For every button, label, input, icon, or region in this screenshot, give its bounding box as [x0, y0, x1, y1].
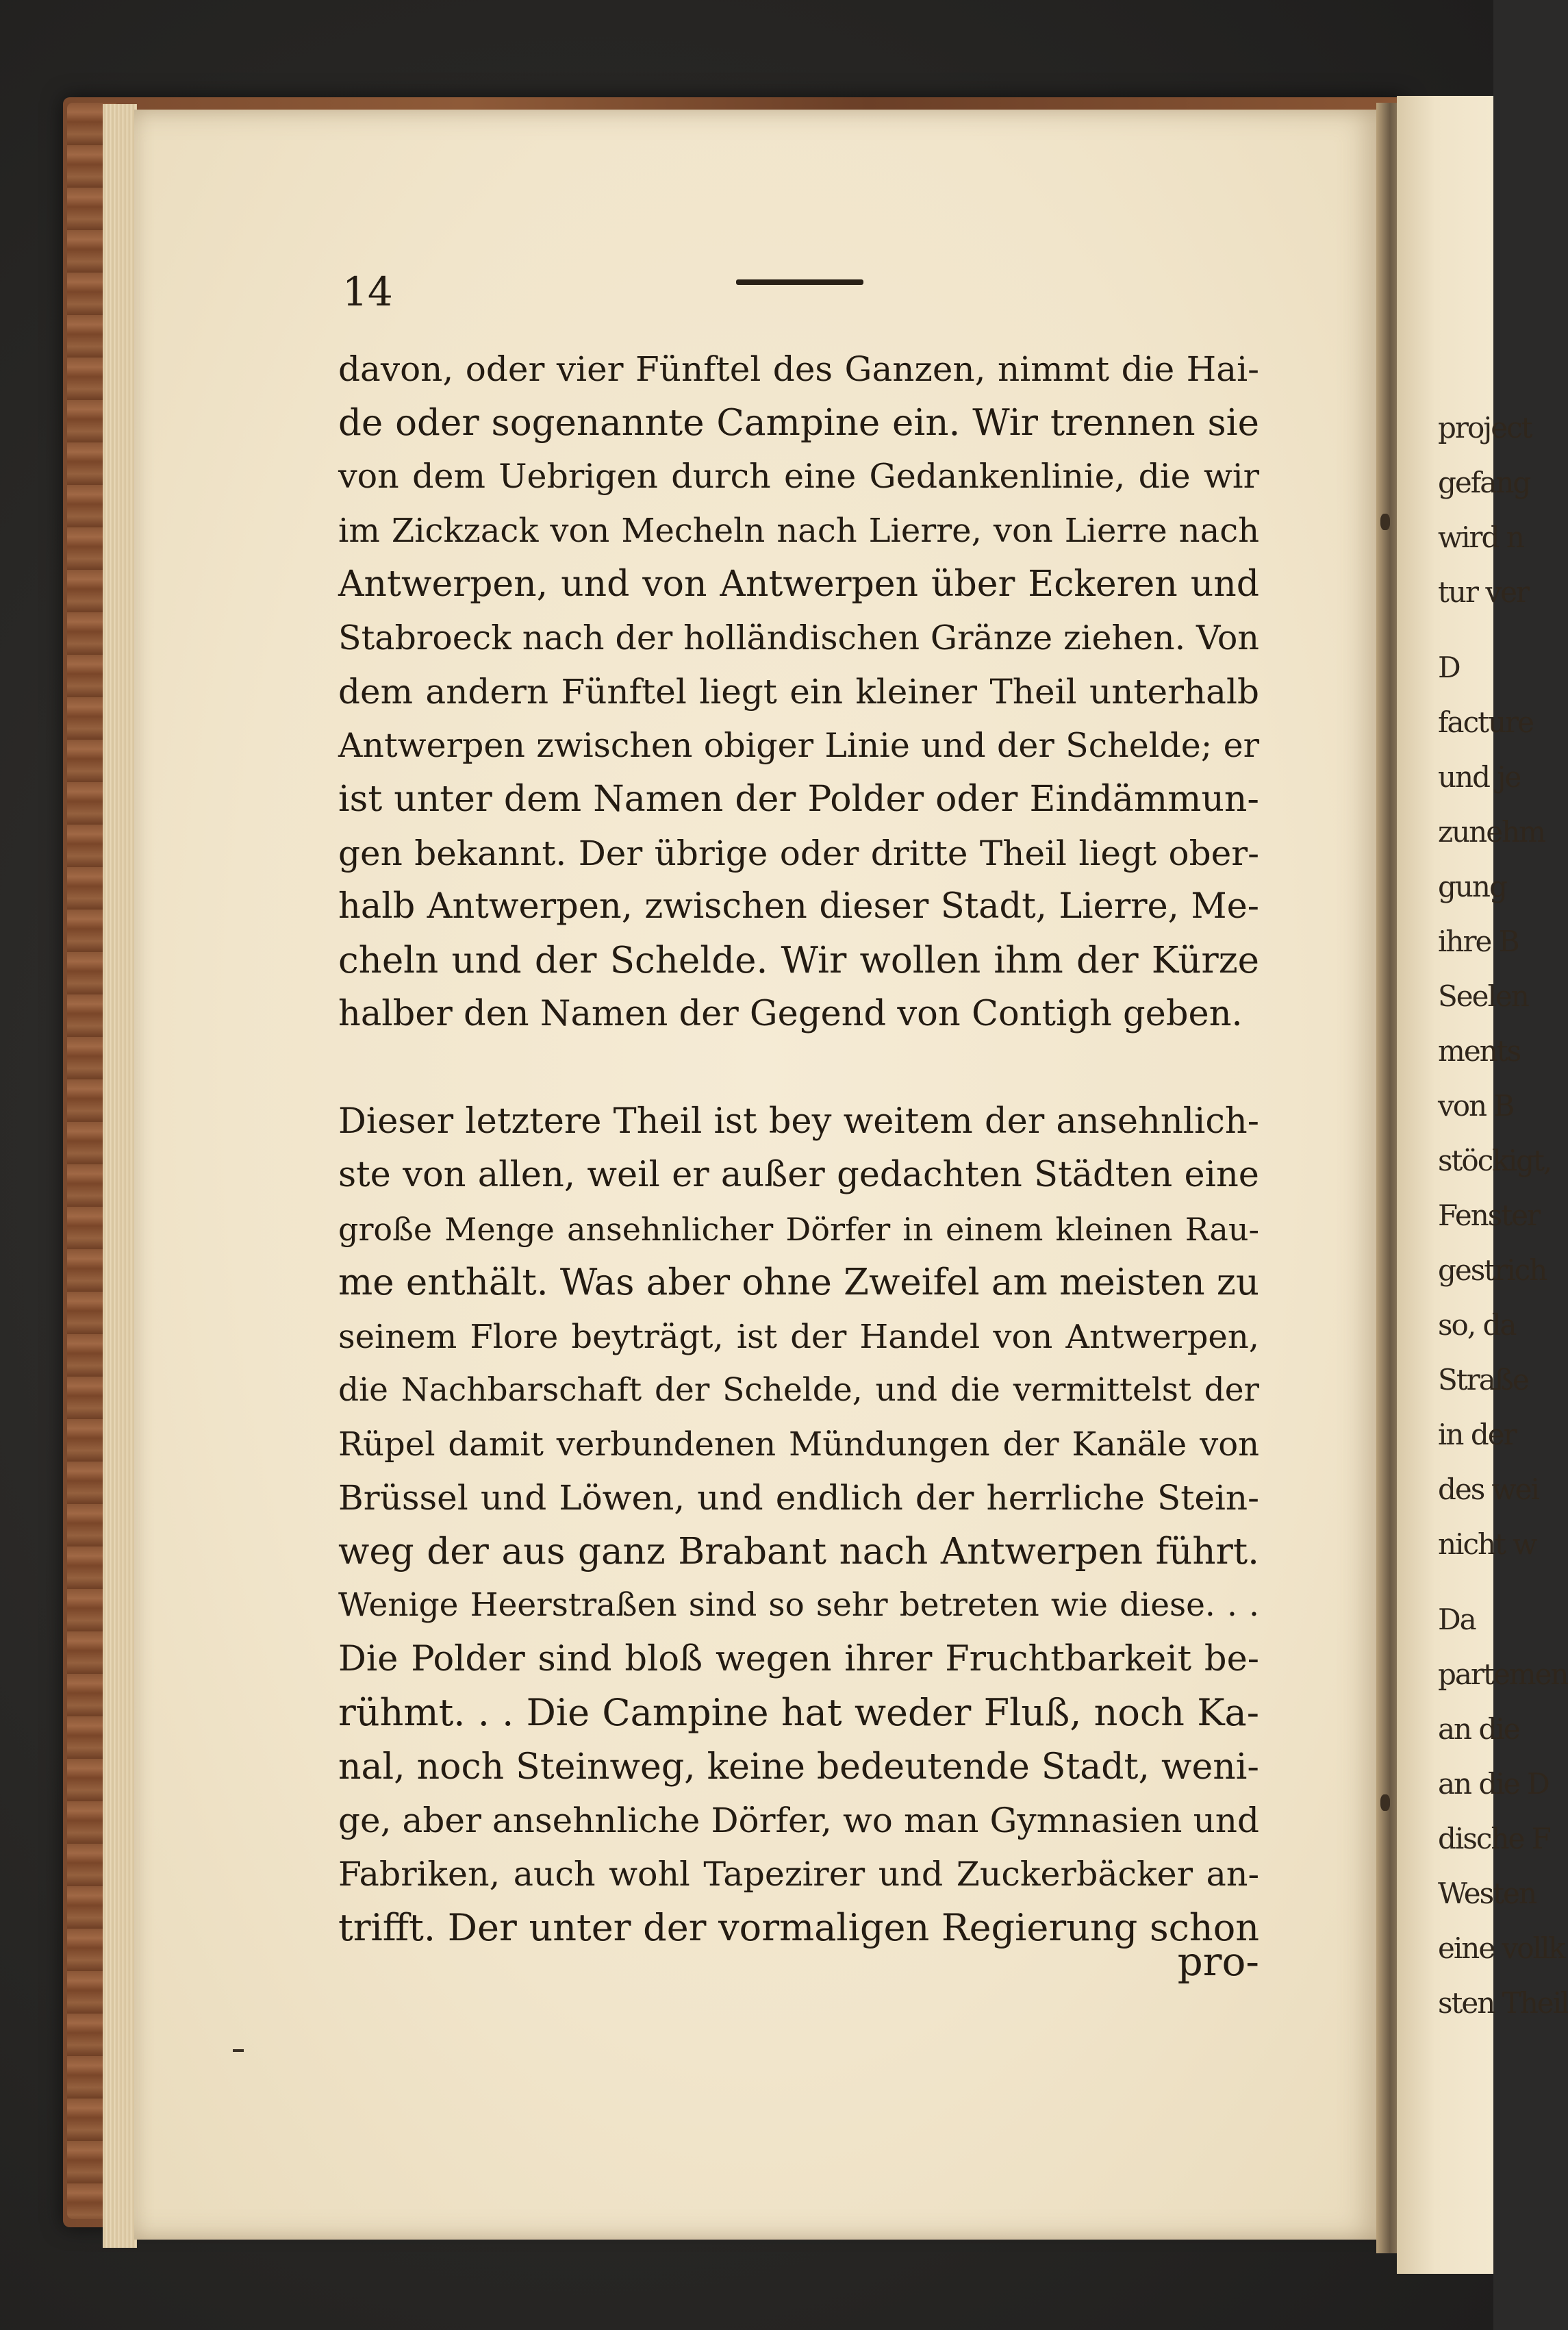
body-text: [338, 342, 1259, 1955]
text-line: halber den Namen der Gegend von Contigh geben.: [338, 994, 1243, 1034]
facing-fragment: nicht w: [1438, 1527, 1537, 1561]
text-line: Fabriken, auch wohl Tapezirer und Zuckerbäcker an-: [338, 1854, 1259, 1894]
text-line: nal, noch Steinweg, keine bedeutende Stadt, weni-: [338, 1746, 1259, 1788]
facing-fragment: stöckigt,: [1438, 1144, 1552, 1177]
text-line: me enthält. Was aber ohne Zweifel am meisten zu: [338, 1262, 1259, 1303]
text-line: von dem Uebrigen durch eine Gedankenlinie, die wir: [338, 457, 1259, 496]
facing-fragment: des wei: [1438, 1473, 1539, 1506]
header-rule: [736, 279, 863, 285]
facing-page-edge: [1397, 96, 1568, 2274]
paragraph-gap: [338, 1042, 1259, 1095]
facing-fragment: Straße: [1438, 1363, 1528, 1396]
facing-fragment: sten Theil: [1438, 1986, 1568, 2020]
text-line: Die Polder sind bloß wegen ihrer Fruchtbarkeit be-: [338, 1638, 1259, 1679]
facing-fragment: Da: [1438, 1603, 1476, 1636]
text-line: seinem Flore beyträgt, ist der Handel von Antwerpen,: [338, 1317, 1259, 1356]
facing-fragment: und je: [1438, 760, 1521, 794]
facing-fragment: ments: [1438, 1034, 1521, 1068]
text-line: weg der aus ganz Brabant nach Antwerpen führt.: [338, 1530, 1259, 1573]
binding-thread-mark: [1380, 514, 1390, 530]
facing-fragment: ihre B: [1438, 925, 1519, 958]
text-line: große Menge ansehnlicher Dörfer in einem kleinen Rau-: [338, 1210, 1259, 1248]
facing-fragment: an die D: [1438, 1767, 1549, 1801]
facing-fragment: an die: [1438, 1712, 1519, 1746]
facing-fragment: partemen: [1438, 1657, 1568, 1691]
text-line: de oder sogenannte Campine ein. Wir trennen sie: [338, 401, 1259, 444]
text-line: Stabroeck nach der holländischen Gränze ziehen. Von: [338, 618, 1259, 657]
facing-fragment: zunehm: [1438, 815, 1545, 849]
text-line: ist unter dem Namen der Polder oder Eindämmun-: [338, 779, 1259, 820]
facing-fragment: Westen: [1438, 1877, 1536, 1910]
text-line: Antwerpen zwischen obiger Linie und der Schelde; er: [338, 725, 1259, 765]
facing-fragment: gung: [1438, 870, 1506, 903]
facing-fragment: project: [1438, 411, 1532, 444]
facing-fragment: tur ver: [1438, 575, 1529, 609]
binding-thread-mark: [1380, 1794, 1390, 1811]
facing-fragment: gefang: [1438, 466, 1530, 499]
facing-fragment: Seelen: [1438, 979, 1528, 1013]
text-line: dem andern Fünftel liegt ein kleiner Theil unterhalb: [338, 672, 1259, 712]
facing-fragment: dische F: [1438, 1822, 1550, 1855]
text-line: davon, oder vier Fünftel des Ganzen, nimmt die Hai-: [338, 349, 1259, 389]
text-line: Antwerpen, und von Antwerpen über Eckeren und: [338, 564, 1259, 605]
text-line: trifft. Der unter der vormaligen Regierung schon: [338, 1906, 1259, 1949]
facing-fragment: so, da: [1438, 1308, 1516, 1342]
catchword: pro-: [1177, 1938, 1259, 1985]
facing-fragment: facture: [1438, 705, 1533, 739]
page-number: 14: [342, 268, 393, 315]
facing-fragment: gestrich: [1438, 1253, 1547, 1287]
facing-fragment: wird n: [1438, 521, 1523, 554]
paper-speck: [233, 2049, 244, 2052]
facing-fragment: D: [1438, 651, 1460, 684]
text-line: rühmt. . . Die Campine hat weder Fluß, noch Ka-: [338, 1691, 1259, 1734]
facing-fragment: Fenster: [1438, 1199, 1540, 1232]
text-line: Brüssel und Löwen, und endlich der herrliche Stein-: [338, 1478, 1259, 1518]
page-edges: [103, 104, 137, 2248]
text-line: Rüpel damit verbundenen Mündungen der Kanäle von: [338, 1425, 1259, 1464]
facing-fragment: eine vollk: [1438, 1931, 1565, 1965]
text-line: halb Antwerpen, zwischen dieser Stadt, Lierre, Me-: [338, 886, 1259, 927]
text-line: Dieser letztere Theil ist bey weitem der ansehnlich-: [338, 1101, 1259, 1142]
facing-fragment: von B: [1438, 1089, 1514, 1123]
text-line: im Zickzack von Mecheln nach Lierre, von Lierre nach: [338, 511, 1259, 550]
text-line: ste von allen, weil er außer gedachten Städten eine: [338, 1155, 1259, 1195]
text-line: ge, aber ansehnliche Dörfer, wo man Gymnasien und: [338, 1801, 1259, 1840]
facing-fragment: in der: [1438, 1418, 1516, 1451]
text-line: Wenige Heerstraßen sind so sehr betreten wie diese. . .: [338, 1586, 1259, 1624]
text-line: gen bekannt. Der übrige oder dritte Theil liegt ober-: [338, 833, 1259, 873]
text-line: cheln und der Schelde. Wir wollen ihm der Kürze: [338, 939, 1259, 981]
text-line: die Nachbarschaft der Schelde, und die vermittelst der: [338, 1371, 1259, 1409]
